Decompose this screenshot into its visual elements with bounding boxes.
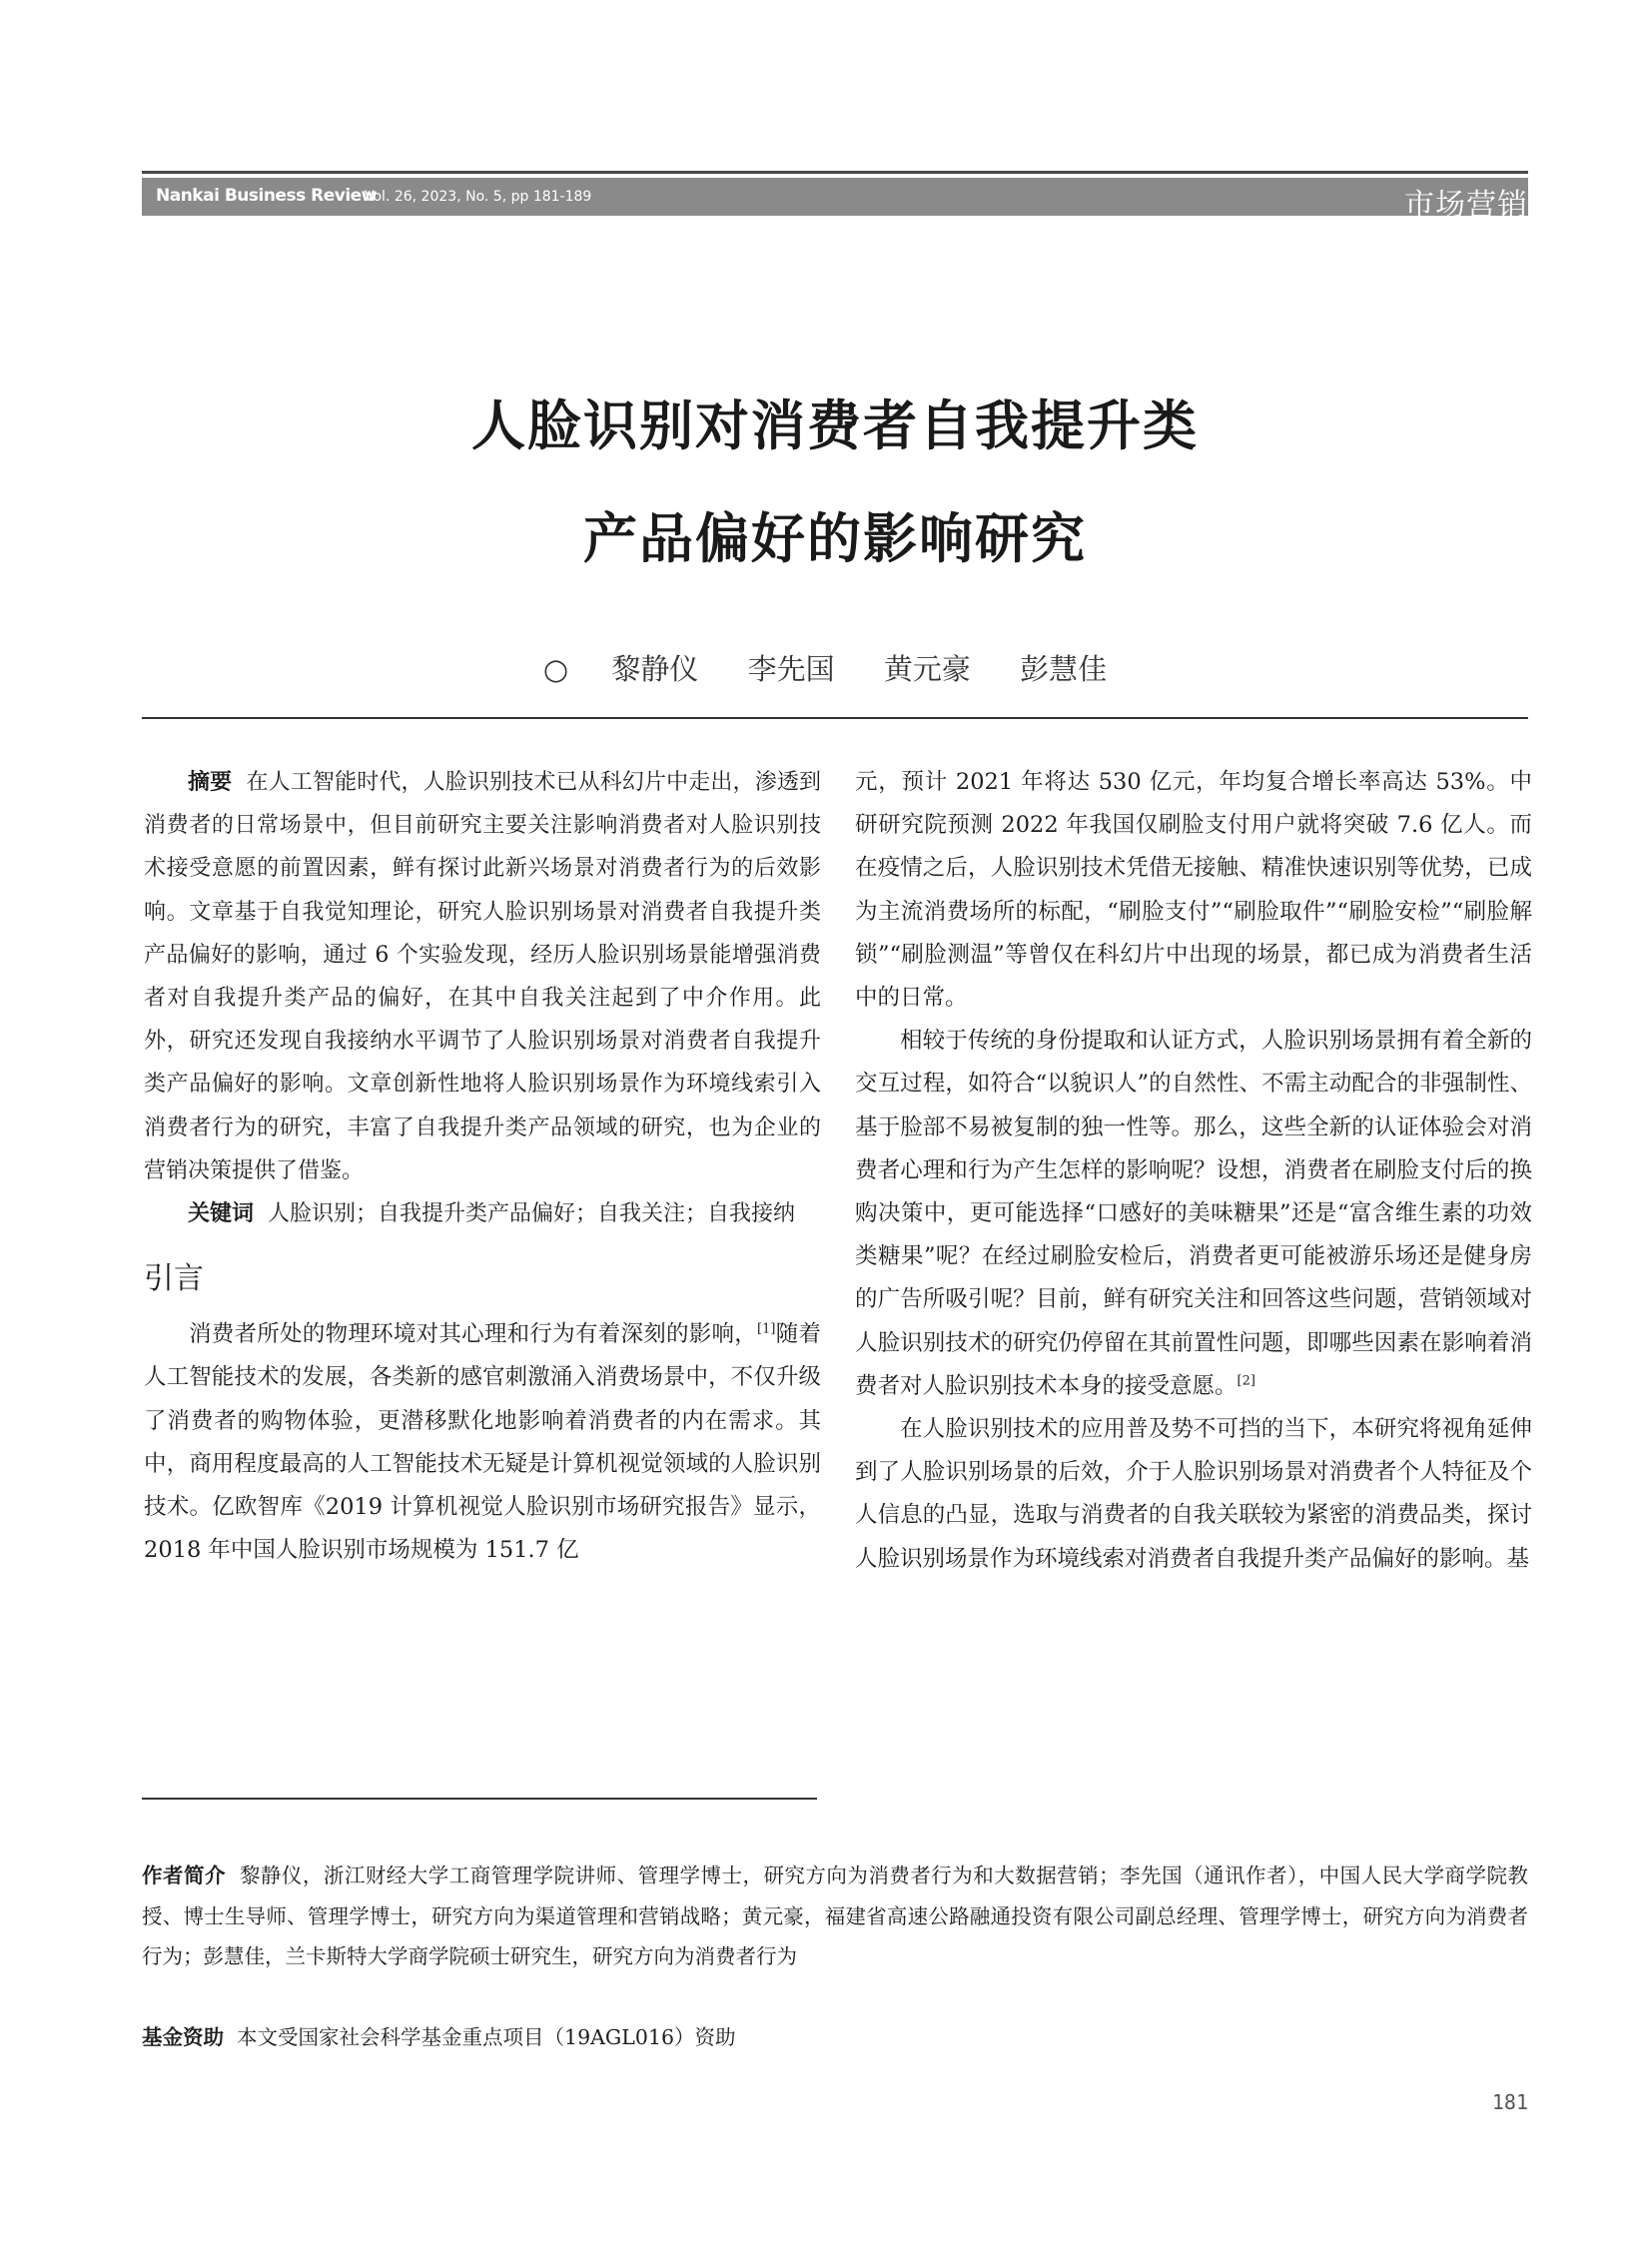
fund-label: 基金资助 <box>142 2025 224 2049</box>
body-text: 相较于传统的身份提取和认证方式，人脸识别场景拥有着全新的交互过程，如符合“以貌识人”的自然性、不需主动配合的非强制性、基于脸部不易被复制的独一性等。那么，这些全新的认证体验会对消费者心理和行为产生怎样的影响呢？设想，消费者在刷脸支付后的换购决策中，更可能选择“口感好的美味糖果”还是“富含维生素的功效类糖果”呢？在经过刷脸安检后，消费者更可能被游乐场还是健身房的广告所吸引呢？目前，鲜有研究关注和回答这些问题，营销领域对人脸识别技术的研究仍停留在其前置性问题，即哪些因素在影响着消费者对人脸识别技术本身的接受意愿。 <box>855 1028 1532 1399</box>
author-marker: ○ <box>542 652 569 686</box>
page-number: 181 <box>1491 2090 1528 2114</box>
citation-ref: [1] <box>757 1321 776 1337</box>
author-name: 黎静仪 <box>611 652 699 686</box>
intro-paragraph <box>144 1313 821 1572</box>
abstract <box>144 761 821 1192</box>
author-name: 黄元豪 <box>883 652 971 686</box>
funding-note <box>142 2017 1528 2057</box>
intro-text-b: 随着人工智能技术的发展，各类新的感官刺激涌入消费场景中，不仅升级了消费者的购物体验，更潜移默化地影响着消费者的内在需求。其中，商用程度最高的人工智能技术无疑是计算机视觉领域的人脸识别技术。亿欧智库《2019 计算机视觉人脸识别市场研究报告》显示，2018 年中国人脸识别市场规模为 151.7 亿 <box>144 1321 821 1564</box>
header-top-rule <box>142 171 1528 174</box>
keywords-label: 关键词 <box>188 1201 255 1227</box>
section-label: 市场营销 <box>1404 188 1528 223</box>
abstract-label: 摘要 <box>188 770 233 795</box>
left-column <box>144 761 821 1572</box>
bio-text: 黎静仪，浙江财经大学工商管理学院讲师、管理学博士，研究方向为消费者行为和大数据营销；李先国（通讯作者），中国人民大学商学院教授、博士生导师、管理学博士，研究方向为渠道管理和营销战略；黄元豪，福建省高速公路融通投资有限公司副总经理、管理学博士，研究方向为消费者行为；彭慧佳，兰卡斯特大学商学院硕士研究生，研究方向为消费者行为 <box>142 1864 1529 1968</box>
abstract-text: 在人工智能时代，人脸识别技术已从科幻片中走出，渗透到消费者的日常场景中，但目前研究主要关注影响消费者对人脸识别技术接受意愿的前置因素，鲜有探讨此新兴场景对消费者行为的后效影响。文章基于自我觉知理论，研究人脸识别场景对消费者自我提升类产品偏好的影响，通过 6 个实验发现，经历人脸识别场景能增强消费者对自我提升类产品的偏好，在其中自我关注起到了中介作用。此外，研究还发现自我接纳水平调节了人脸识别场景对消费者自我提升类产品偏好的影响。文章创新性地将人脸识别场景作为环境线索引入消费者行为的研究，丰富了自我提升类产品领域的研究，也为企业的营销决策提供了借鉴。 <box>144 770 821 1183</box>
intro-text-a: 消费者所处的物理环境对其心理和行为有着深刻的影响， <box>189 1321 758 1348</box>
keywords <box>144 1192 821 1235</box>
right-column <box>855 761 1532 1581</box>
paper-title-line-2: 产品偏好的影响研究 <box>583 507 1087 570</box>
citation-ref: [2] <box>1237 1373 1255 1389</box>
journal-name: Nankai Business Review <box>156 186 377 206</box>
footnote-rule <box>142 1798 817 1800</box>
body-paragraph <box>855 1020 1532 1408</box>
bio-label: 作者简介 <box>142 1864 226 1887</box>
author-bio <box>142 1856 1528 1977</box>
section-heading-intro: 引言 <box>144 1261 204 1297</box>
title-rule <box>142 717 1528 719</box>
author-name: 李先国 <box>747 652 835 686</box>
body-paragraph: 在人脸识别技术的应用普及势不可挡的当下，本研究将视角延伸到了人脸识别场景的后效，介于人脸识别场景对消费者个人特征及个人信息的凸显，选取与消费者的自我关联较为紧密的消费品类，探讨人脸识别场景作为环境线索对消费者自我提升类产品偏好的影响。基 <box>855 1416 1532 1572</box>
body-paragraph: 元，预计 2021 年将达 530 亿元，年均复合增长率高达 53%。中研研究院预测 2022 年我国仅刷脸支付用户就将突破 7.6 亿人。而在疫情之后，人脸识别技术凭借无接触、精准快速识别等优势，已成为主流消费场所的标配，“刷脸支付”“刷脸取件”“刷脸安检”“刷脸解锁”“刷脸测温”等曾仅在科幻片中出现的场景，都已成为消费者生活中的日常。 <box>855 769 1532 1012</box>
journal-volume: Vol. 26, 2023, No. 5, pp 181-189 <box>365 189 592 205</box>
paper-title-line-1: 人脸识别对消费者自我提升类 <box>471 394 1199 457</box>
author-name: 彭慧佳 <box>1020 652 1108 686</box>
author-list <box>142 647 1528 688</box>
fund-text: 本文受国家社会科学基金重点项目（19AGL016）资助 <box>237 2025 736 2049</box>
keywords-text: 人脸识别；自我提升类产品偏好；自我关注；自我接纳 <box>268 1201 796 1227</box>
